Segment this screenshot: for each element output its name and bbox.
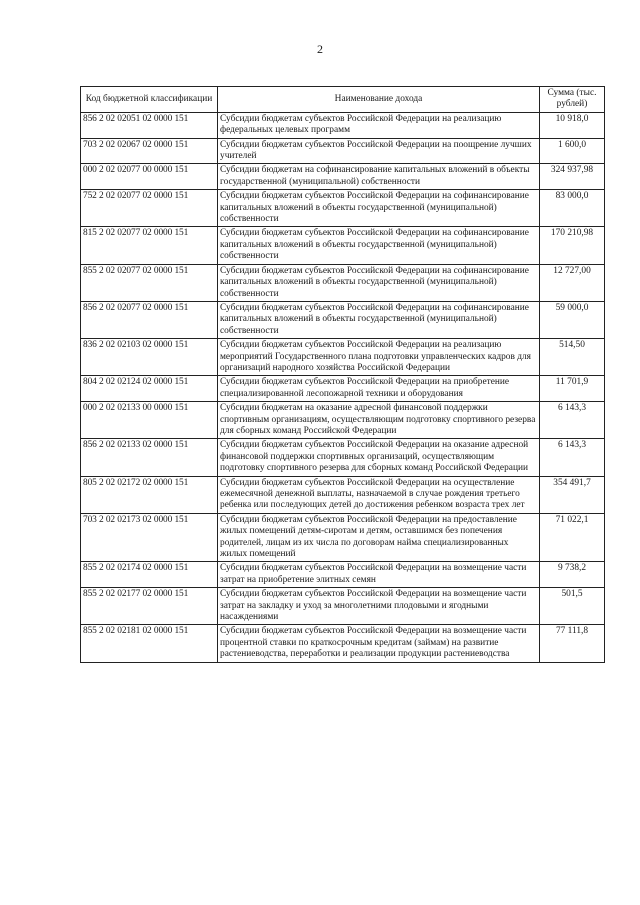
page-number: 2 [317, 42, 323, 56]
cell-name: Субсидии бюджетам субъектов Российской Федерации на осуществление ежемесячной денежной выплаты, назначаемой в случае рождения третьего ребенка или последующих детей до достижения ребенком возраста трех лет [218, 476, 540, 513]
table-row [81, 402, 605, 439]
cell-code: 805 2 02 02172 02 0000 151 [81, 476, 218, 513]
cell-code: 000 2 02 02077 00 0000 151 [81, 164, 218, 190]
budget-revenue-table [80, 86, 605, 663]
table-row [81, 301, 605, 338]
table-row [81, 339, 605, 376]
cell-sum: 6 143,3 [540, 402, 605, 439]
table-row [81, 164, 605, 190]
cell-name: Субсидии бюджетам субъектов Российской Федерации на возмещение части затрат на закладку и уход за многолетними плодовыми и ягодными насаждениями [218, 588, 540, 625]
cell-sum: 1 600,0 [540, 138, 605, 164]
cell-code: 855 2 02 02174 02 0000 151 [81, 562, 218, 588]
table-row [81, 376, 605, 402]
cell-name: Субсидии бюджетам субъектов Российской Федерации на оказание адресной финансовой поддержки спортивных организаций, осуществляющим подготовку спортивного резерва для сборных команд Российской Федерации [218, 439, 540, 476]
table-row [81, 264, 605, 301]
table-row [81, 588, 605, 625]
cell-code: 855 2 02 02181 02 0000 151 [81, 625, 218, 662]
cell-name: Субсидии бюджетам субъектов Российской Федерации на реализацию мероприятий Государственного плана подготовки управленческих кадров для организаций народного хозяйства Российской Федерации [218, 339, 540, 376]
cell-code: 855 2 02 02077 02 0000 151 [81, 264, 218, 301]
table-row [81, 112, 605, 138]
cell-sum: 71 022,1 [540, 513, 605, 562]
cell-name: Субсидии бюджетам субъектов Российской Федерации на возмещение части процентной ставки по краткосрочным кредитам (займам) на развитие растениеводства, переработки и реализации продукции растениеводства [218, 625, 540, 662]
cell-code: 703 2 02 02067 02 0000 151 [81, 138, 218, 164]
table-row [81, 513, 605, 562]
cell-sum: 10 918,0 [540, 112, 605, 138]
table-row [81, 476, 605, 513]
cell-name: Субсидии бюджетам на оказание адресной финансовой поддержки спортивным организациям, осуществляющим подготовку спортивного резерва для сборных команд Российской Федерации [218, 402, 540, 439]
cell-code: 856 2 02 02077 02 0000 151 [81, 301, 218, 338]
cell-sum: 354 491,7 [540, 476, 605, 513]
cell-code: 000 2 02 02133 00 0000 151 [81, 402, 218, 439]
cell-sum: 170 210,98 [540, 227, 605, 264]
cell-code: 804 2 02 02124 02 0000 151 [81, 376, 218, 402]
cell-sum: 77 111,8 [540, 625, 605, 662]
cell-name: Субсидии бюджетам субъектов Российской Федерации на софинансирование капитальных вложений в объекты государственной (муниципальной) собственности [218, 190, 540, 227]
cell-name: Субсидии бюджетам субъектов Российской Федерации на реализацию федеральных целевых программ [218, 112, 540, 138]
header-sum: Сумма (тыс. рублей) [540, 87, 605, 113]
cell-name: Субсидии бюджетам на софинансирование капитальных вложений в объекты государственной (муниципальной) собственности [218, 164, 540, 190]
cell-name: Субсидии бюджетам субъектов Российской Федерации на приобретение специализированной лесопожарной техники и оборудования [218, 376, 540, 402]
cell-sum: 11 701,9 [540, 376, 605, 402]
cell-sum: 6 143,3 [540, 439, 605, 476]
header-name: Наименование дохода [218, 87, 540, 113]
cell-name: Субсидии бюджетам субъектов Российской Федерации на софинансирование капитальных вложений в объекты государственной (муниципальной) собственности [218, 301, 540, 338]
table-row [81, 190, 605, 227]
table-row [81, 439, 605, 476]
table-row [81, 562, 605, 588]
cell-code: 856 2 02 02051 02 0000 151 [81, 112, 218, 138]
cell-code: 752 2 02 02077 02 0000 151 [81, 190, 218, 227]
cell-sum: 59 000,0 [540, 301, 605, 338]
table-row [81, 227, 605, 264]
table-header-row [81, 87, 605, 113]
cell-code: 703 2 02 02173 02 0000 151 [81, 513, 218, 562]
cell-sum: 514,50 [540, 339, 605, 376]
cell-sum: 12 727,00 [540, 264, 605, 301]
cell-name: Субсидии бюджетам субъектов Российской Федерации на предоставление жилых помещений детям-сиротам и детям, оставшимся без попечения родителей, лицам из их числа по договорам найма специализированных жилых помещений [218, 513, 540, 562]
header-code: Код бюджетной классификации [81, 87, 218, 113]
cell-name: Субсидии бюджетам субъектов Российской Федерации на возмещение части затрат на приобретение элитных семян [218, 562, 540, 588]
cell-sum: 83 000,0 [540, 190, 605, 227]
cell-name: Субсидии бюджетам субъектов Российской Федерации на поощрение лучших учителей [218, 138, 540, 164]
cell-code: 855 2 02 02177 02 0000 151 [81, 588, 218, 625]
cell-name: Субсидии бюджетам субъектов Российской Федерации на софинансирование капитальных вложений в объекты государственной (муниципальной) собственности [218, 227, 540, 264]
cell-code: 815 2 02 02077 02 0000 151 [81, 227, 218, 264]
cell-code: 836 2 02 02103 02 0000 151 [81, 339, 218, 376]
cell-sum: 324 937,98 [540, 164, 605, 190]
cell-sum: 501,5 [540, 588, 605, 625]
cell-sum: 9 738,2 [540, 562, 605, 588]
table-row [81, 625, 605, 662]
cell-name: Субсидии бюджетам субъектов Российской Федерации на софинансирование капитальных вложений в объекты государственной (муниципальной) собственности [218, 264, 540, 301]
cell-code: 856 2 02 02133 02 0000 151 [81, 439, 218, 476]
table-row [81, 138, 605, 164]
